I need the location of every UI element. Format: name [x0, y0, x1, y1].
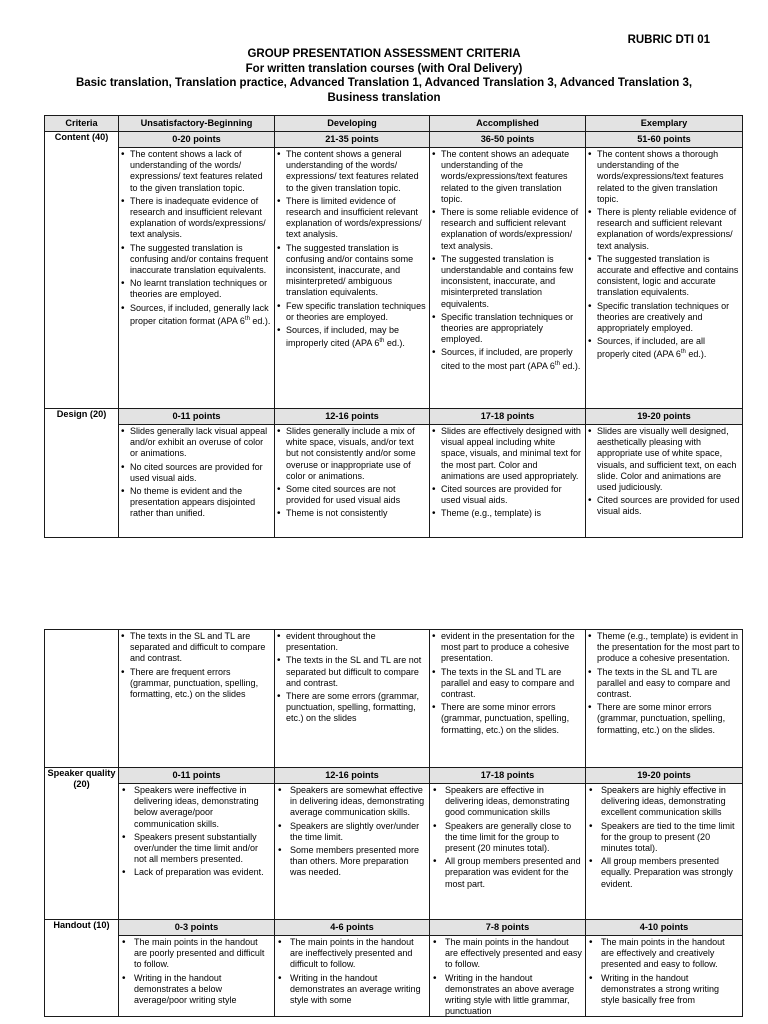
criterion-descriptor: • The main points in the handout are effectively and creatively presented and easy to follow. [601, 937, 740, 971]
criterion-descriptor: • Slides are visually well designed, aesthetically pleasing with appropriate use of white space, visuals, and sufficient text, on each slide. Color and animations are used judiciously. [597, 426, 740, 493]
criterion-descriptor: • The main points in the handout are ineffectively presented and difficult to follow. [290, 937, 427, 971]
design-descriptors-row [45, 425, 743, 538]
criterion-descriptor: • Speakers are highly effective in delivering ideas, demonstrating excellent communication skills [601, 785, 740, 819]
content-developing-cell [275, 148, 430, 409]
criterion-descriptor: • The main points in the handout are poorly presented and difficult to follow. [134, 937, 272, 971]
criterion-descriptor: • There is limited evidence of research and insufficient relevant explanation of words/expressions/ text analysis. [286, 196, 427, 241]
design-continued-accomplished-cell [430, 630, 586, 768]
criterion-descriptor: • The suggested translation is understandable and contains few inconsistent, inaccurate, and misinterpreted translation equivalents. [441, 254, 583, 310]
course-list-line-1: Basic translation, Translation practice, Advanced Translation 1, Advanced Translation 3, Advanced Translation 3, [75, 77, 693, 89]
points-label: 7-8 points [430, 920, 586, 936]
criterion-descriptor: • The suggested translation is accurate and effective and contains consistent, logic and accurate translation equivalents. [597, 254, 740, 299]
design-continued-row [45, 630, 743, 768]
criterion-descriptor: • Lack of preparation was evident. [134, 867, 272, 878]
speaker-developing-cell [275, 784, 430, 920]
document-subtitle: For written translation courses (with Oral Delivery) [245, 62, 523, 75]
criterion-descriptor: • Some cited sources are not provided for used visual aids [286, 484, 427, 506]
criterion-descriptor: • Sources, if included, may be improperly cited (APA 6th ed.). [286, 325, 427, 349]
rubric-table-page-1 [44, 115, 743, 538]
criterion-descriptor: • Speakers present substantially over/under the time limit and/or not all members presented. [134, 832, 272, 866]
points-label: 12-16 points [275, 768, 430, 784]
points-label: 0-20 points [119, 132, 275, 148]
criterion-descriptor: • The texts in the SL and TL are separated and difficult to compare and contrast. [130, 631, 272, 665]
speaker-points-row [45, 768, 743, 784]
criterion-descriptor: • evident throughout the presentation. [286, 631, 427, 653]
criterion-descriptor: • The content shows a thorough understanding of the words/expressions/text features related to the given translation topic. [597, 149, 740, 205]
course-list-line-2: Business translation [327, 91, 441, 104]
criterion-descriptor: • Theme (e.g., template) is [441, 508, 583, 519]
rubric-code: RUBRIC DTI 01 [627, 34, 710, 46]
points-label: 36-50 points [430, 132, 586, 148]
criterion-descriptor: • Specific translation techniques or theories are appropriately employed. [441, 312, 583, 346]
handout-exemplary-cell [586, 936, 743, 1017]
points-label: 4-6 points [275, 920, 430, 936]
design-unsatisfactory-cell [119, 425, 275, 538]
rubric-table-page-2 [44, 629, 743, 1017]
points-label: 0-3 points [119, 920, 275, 936]
criterion-descriptor: • Cited sources are provided for used visual aids. [441, 484, 583, 506]
criterion-descriptor: • Writing in the handout demonstrates an average writing style with some [290, 973, 427, 1007]
points-label: 51-60 points [586, 132, 743, 148]
column-header: Unsatisfactory-Beginning [119, 116, 275, 132]
criterion-descriptor: • There is plenty reliable evidence of research and sufficient relevant explanation of words/expressions/ text analysis. [597, 207, 740, 252]
content-accomplished-cell [430, 148, 586, 409]
criterion-descriptor: • No learnt translation techniques or theories are employed. [130, 278, 272, 300]
design-points-row [45, 409, 743, 425]
criterion-design: Design (20) [45, 409, 119, 538]
criterion-descriptor: • All group members presented equally. Preparation was strongly evident. [601, 856, 740, 890]
column-header: Developing [275, 116, 430, 132]
handout-accomplished-cell [430, 936, 586, 1017]
criterion-descriptor: • Writing in the handout demonstrates a strong writing style basically free from [601, 973, 740, 1007]
criterion-speaker: Speaker quality (20) [45, 768, 119, 920]
criterion-descriptor: • Theme (e.g., template) is evident in the presentation for the most part to produce a cohesive presentation. [597, 631, 740, 665]
speaker-exemplary-cell [586, 784, 743, 920]
handout-unsatisfactory-cell [119, 936, 275, 1017]
criterion-descriptor: • Writing in the handout demonstrates an above average writing style with little grammar, punctuation [445, 973, 583, 1016]
criterion-handout: Handout (10) [45, 920, 119, 1017]
design-accomplished-cell [430, 425, 586, 538]
content-points-row [45, 132, 743, 148]
points-label: 0-11 points [119, 409, 275, 425]
points-label: 0-11 points [119, 768, 275, 784]
criterion-blank [45, 630, 119, 768]
criterion-descriptor: • The content shows an adequate understanding of the words/expressions/text features related to the given translation topic. [441, 149, 583, 205]
criterion-descriptor: • The suggested translation is confusing and/or contains frequent inaccurate translation equivalents. [130, 243, 272, 277]
criterion-descriptor: • Slides are effectively designed with visual appeal including white space, visuals, and minimal text for the most part. Color and animations are used appropriately. [441, 426, 583, 482]
design-continued-developing-cell [275, 630, 430, 768]
column-header: Criteria [45, 116, 119, 132]
criterion-descriptor: • All group members presented and preparation was evident for the most part. [445, 856, 583, 890]
criterion-descriptor: • Sources, if included, are properly cited to the most part (APA 6th ed.). [441, 347, 583, 371]
speaker-unsatisfactory-cell [119, 784, 275, 920]
criterion-descriptor: • Theme is not consistently [286, 508, 427, 519]
content-descriptors-row [45, 148, 743, 409]
handout-points-row [45, 920, 743, 936]
criterion-descriptor: • Speakers are slightly over/under the time limit. [290, 821, 427, 843]
content-unsatisfactory-cell [119, 148, 275, 409]
points-label: 21-35 points [275, 132, 430, 148]
criterion-descriptor: • evident in the presentation for the most part to produce a cohesive presentation. [441, 631, 583, 665]
points-label: 19-20 points [586, 409, 743, 425]
criterion-descriptor: • The texts in the SL and TL are parallel and easy to compare and contrast. [441, 667, 583, 701]
criterion-descriptor: • There are some minor errors (grammar, punctuation, spelling, formatting, etc.) on the slides. [597, 702, 740, 736]
speaker-descriptors-row [45, 784, 743, 920]
column-header: Exemplary [586, 116, 743, 132]
criterion-descriptor: • The suggested translation is confusing and/or contains some inconsistent, inaccurate, and misinterpreted/ ambiguous translation equivalents. [286, 243, 427, 299]
criterion-descriptor: • There are some errors (grammar, punctuation, spelling, formatting, etc.) on the slides [286, 691, 427, 725]
criterion-descriptor: • Speakers were ineffective in delivering ideas, demonstrating below average/poor communication skills. [134, 785, 272, 830]
criterion-descriptor: • There is inadequate evidence of research and insufficient relevant explanation of words/expressions/ text analysis. [130, 196, 272, 241]
points-label: 17-18 points [430, 768, 586, 784]
points-label: 4-10 points [586, 920, 743, 936]
criterion-descriptor: • No cited sources are provided for used visual aids. [130, 462, 272, 484]
design-exemplary-cell [586, 425, 743, 538]
criterion-descriptor: • Cited sources are provided for used visual aids. [597, 495, 740, 517]
criterion-descriptor: • Slides generally include a mix of white space, visuals, and/or text but not consistently and/or some overuse or inappropriate use of color or animations. [286, 426, 427, 482]
criterion-descriptor: • Speakers are somewhat effective in delivering ideas, demonstrating average communication skills. [290, 785, 427, 819]
criterion-descriptor: • There are frequent errors (grammar, punctuation, spelling, formatting, etc.) on the slides [130, 667, 272, 701]
criterion-descriptor: • The texts in the SL and TL are parallel and easy to compare and contrast. [597, 667, 740, 701]
design-continued-exemplary-cell [586, 630, 743, 768]
criterion-descriptor: • Speakers are tied to the time limit for the group to present (20 minutes total). [601, 821, 740, 855]
column-header-row [45, 116, 743, 132]
points-label: 19-20 points [586, 768, 743, 784]
handout-developing-cell [275, 936, 430, 1017]
document-title: GROUP PRESENTATION ASSESSMENT CRITERIA [247, 48, 521, 60]
criterion-descriptor: • No theme is evident and the presentation appears disjointed rather than unified. [130, 486, 272, 520]
content-exemplary-cell [586, 148, 743, 409]
design-continued-unsatisfactory-cell [119, 630, 275, 768]
criterion-descriptor: • There are some minor errors (grammar, punctuation, spelling, formatting, etc.) on the slides. [441, 702, 583, 736]
criterion-descriptor: • Speakers are generally close to the time limit for the group to present (20 minutes total). [445, 821, 583, 855]
points-label: 12-16 points [275, 409, 430, 425]
criterion-descriptor: • There is some reliable evidence of research and sufficient relevant explanation of words/expression/ text analysis. [441, 207, 583, 252]
criterion-descriptor: • Few specific translation techniques or theories are employed. [286, 301, 427, 323]
criterion-descriptor: • Sources, if included, generally lack proper citation format (APA 6th ed.). [130, 303, 272, 327]
criterion-descriptor: • Specific translation techniques or theories are creatively and appropriately employed. [597, 301, 740, 335]
criterion-descriptor: • Speakers are effective in delivering ideas, demonstrating good communication skills [445, 785, 583, 819]
criterion-descriptor: • Some members presented more than others. More preparation was needed. [290, 845, 427, 879]
criterion-descriptor: • Slides generally lack visual appeal and/or exhibit an overuse of color or animations. [130, 426, 272, 460]
handout-descriptors-row [45, 936, 743, 1017]
criterion-descriptor: • The texts in the SL and TL are not separated but difficult to compare and contrast. [286, 655, 427, 689]
criterion-descriptor: • Writing in the handout demonstrates a below average/poor writing style [134, 973, 272, 1007]
criterion-content: Content (40) [45, 132, 119, 409]
criterion-descriptor: • The main points in the handout are effectively presented and easy to follow. [445, 937, 583, 971]
criterion-descriptor: • Sources, if included, are all properly cited (APA 6th ed.). [597, 336, 740, 360]
column-header: Accomplished [430, 116, 586, 132]
points-label: 17-18 points [430, 409, 586, 425]
design-developing-cell [275, 425, 430, 538]
speaker-accomplished-cell [430, 784, 586, 920]
criterion-descriptor: • The content shows a general understanding of the words/ expressions/ text features related to the given translation topic. [286, 149, 427, 194]
document-heading [44, 47, 724, 105]
criterion-descriptor: • The content shows a lack of understanding of the words/ expressions/ text features related to the given translation topic. [130, 149, 272, 194]
